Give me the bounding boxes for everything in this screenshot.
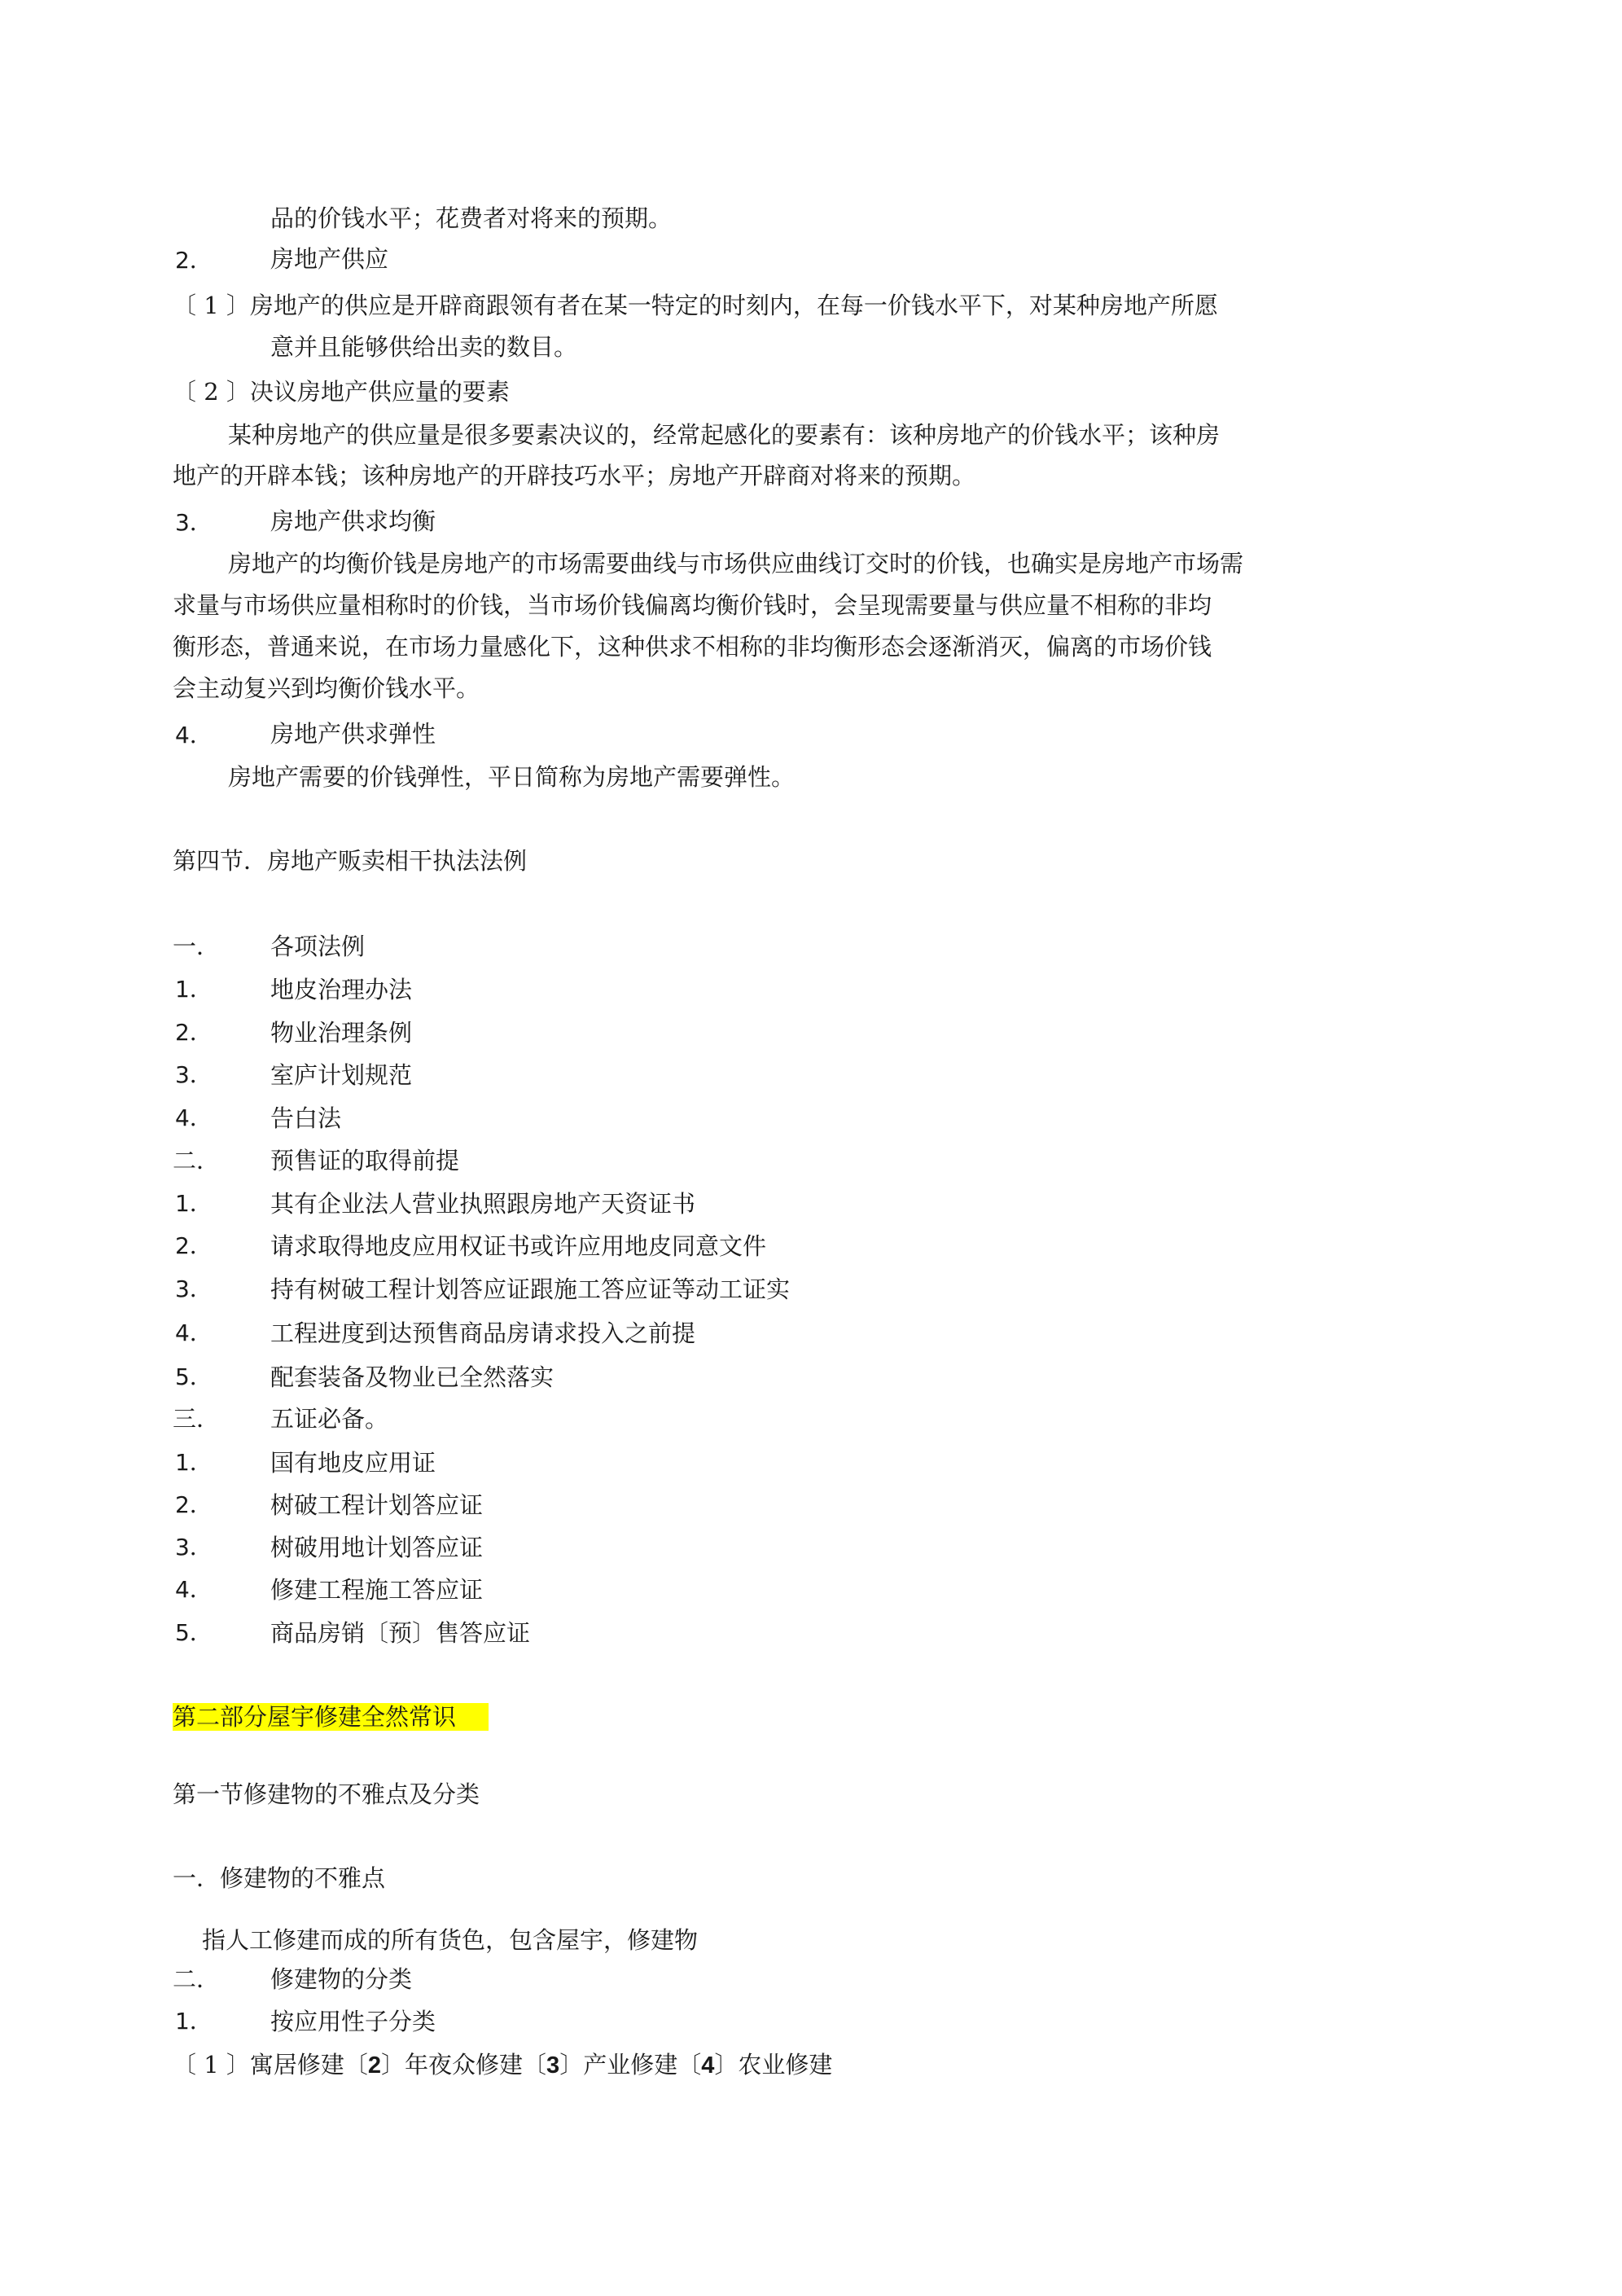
classification-part: 〕产业修建〔 [559, 2051, 702, 2079]
list-item: 告白法 [270, 1104, 342, 1132]
paragraph-line: 〔 1 〕房地产的供应是开辟商跟领有者在某一特定的时刻内，在每一价钱水平下，对某种房地产所愿 [173, 292, 1218, 319]
list-item-number: 3． [175, 1061, 213, 1088]
paragraph-line: 房地产需要的价钱弹性，平日简称为房地产需要弹性。 [228, 763, 796, 791]
classification-part: 〕年夜众修建〔 [381, 2051, 547, 2079]
list-item-number: 2． [175, 1491, 213, 1518]
list-item: 地皮治理办法 [270, 976, 413, 1003]
paragraph-line: 意并且能够供给出卖的数目。 [270, 333, 578, 361]
paragraph-line: 会主动复兴到均衡价钱水平。 [173, 674, 480, 702]
classification-part: 〔 1 〕寓居修建〔 [173, 2051, 368, 2079]
paragraph-line: 求量与市场供应量相称时的价钱，当市场价钱偏离均衡价钱时，会呈现需要量与供应量不相称的非均 [173, 591, 1212, 619]
list-item: 请求取得地皮应用权证书或许应用地皮同意文件 [270, 1232, 767, 1260]
list-number: 二． [173, 1965, 221, 1993]
paragraph-line: 某种房地产的供应量是很多要素决议的，经常起感化的要素有：该种房地产的价钱水平；该种房 [228, 421, 1221, 449]
subsection-title: 一．修建物的不雅点 [173, 1864, 386, 1892]
list-item-number: 1． [175, 1190, 213, 1217]
list-item-number: 4． [175, 1104, 213, 1131]
list-item-number: 4． [175, 1319, 213, 1346]
list-item: 商品房销〔预〕售答应证 [270, 1619, 531, 1647]
list-heading: 修建物的分类 [270, 1965, 413, 1993]
list-item: 修建工程施工答应证 [270, 1576, 484, 1604]
list-item-number: 3． [175, 1275, 213, 1302]
list-item: 其有企业法人营业执照跟房地产天资证书 [270, 1190, 696, 1218]
list-item: 按应用性子分类 [270, 2008, 436, 2035]
classification-number: 2 [367, 2052, 382, 2079]
paragraph-line: 衡形态，普通来说，在市场力量感化下，这种供求不相称的非均衡形态会逐渐消灭，偏离的市场价钱 [173, 633, 1212, 661]
classification-number: 3 [546, 2052, 560, 2079]
section-title: 房地产供求均衡 [270, 507, 436, 535]
section-title: 房地产供应 [270, 245, 389, 273]
list-number: 一． [173, 933, 221, 960]
list-item-number: 2． [175, 1232, 213, 1259]
section-number: 3． [175, 509, 213, 536]
chapter-section-title: 第四节．房地产贩卖相干执法法例 [173, 847, 528, 875]
list-number: 二． [173, 1147, 221, 1174]
list-item-number: 1． [175, 1449, 213, 1476]
text-line: 品的价钱水平；花费者对将来的预期。 [270, 204, 673, 232]
section-title: 房地产供求弹性 [270, 720, 436, 748]
list-heading: 预售证的取得前提 [270, 1147, 460, 1174]
subsection-title: 〔 2 〕决议房地产供应量的要素 [173, 378, 510, 406]
list-heading: 五证必备。 [270, 1405, 389, 1433]
list-item-number: 3． [175, 1534, 213, 1561]
list-item-number: 5． [175, 1363, 213, 1390]
paragraph-line: 房地产的均衡价钱是房地产的市场需要曲线与市场供应曲线订交时的价钱，也确实是房地产市场需 [228, 550, 1244, 577]
list-item: 配套装备及物业已全然落实 [270, 1363, 555, 1391]
list-item: 树破用地计划答应证 [270, 1534, 484, 1561]
list-item: 工程进度到达预售商品房请求投入之前提 [270, 1319, 696, 1347]
list-item-number: 2． [175, 1019, 213, 1046]
classification-part: 〕农业修建 [714, 2051, 833, 2079]
section-number: 2． [175, 247, 213, 274]
list-item-number: 1． [175, 976, 213, 1003]
paragraph-line: 指人工修建而成的所有货色，包含屋宇，修建物 [202, 1926, 699, 1954]
list-item: 物业治理条例 [270, 1019, 413, 1047]
list-item: 持有树破工程计划答应证跟施工答应证等动工证实 [270, 1275, 791, 1303]
list-number: 三． [173, 1405, 221, 1433]
classification-line [173, 2048, 832, 2082]
list-item-number: 5． [175, 1619, 213, 1646]
list-item: 树破工程计划答应证 [270, 1491, 484, 1519]
list-item: 国有地皮应用证 [270, 1449, 436, 1477]
list-item-number: 4． [175, 1576, 213, 1603]
part-title-highlight: 第二部分屋宇修建全然常识 [173, 1703, 489, 1731]
list-heading: 各项法例 [270, 933, 366, 960]
part-title [173, 1701, 489, 1733]
list-item-number: 1． [175, 2008, 213, 2035]
classification-number: 4 [701, 2052, 715, 2079]
paragraph-line: 地产的开辟本钱；该种房地产的开辟技巧水平；房地产开辟商对将来的预期。 [173, 462, 976, 489]
list-item: 室庐计划规范 [270, 1061, 413, 1089]
chapter-section-title: 第一节修建物的不雅点及分类 [173, 1780, 480, 1808]
section-number: 4． [175, 722, 213, 749]
